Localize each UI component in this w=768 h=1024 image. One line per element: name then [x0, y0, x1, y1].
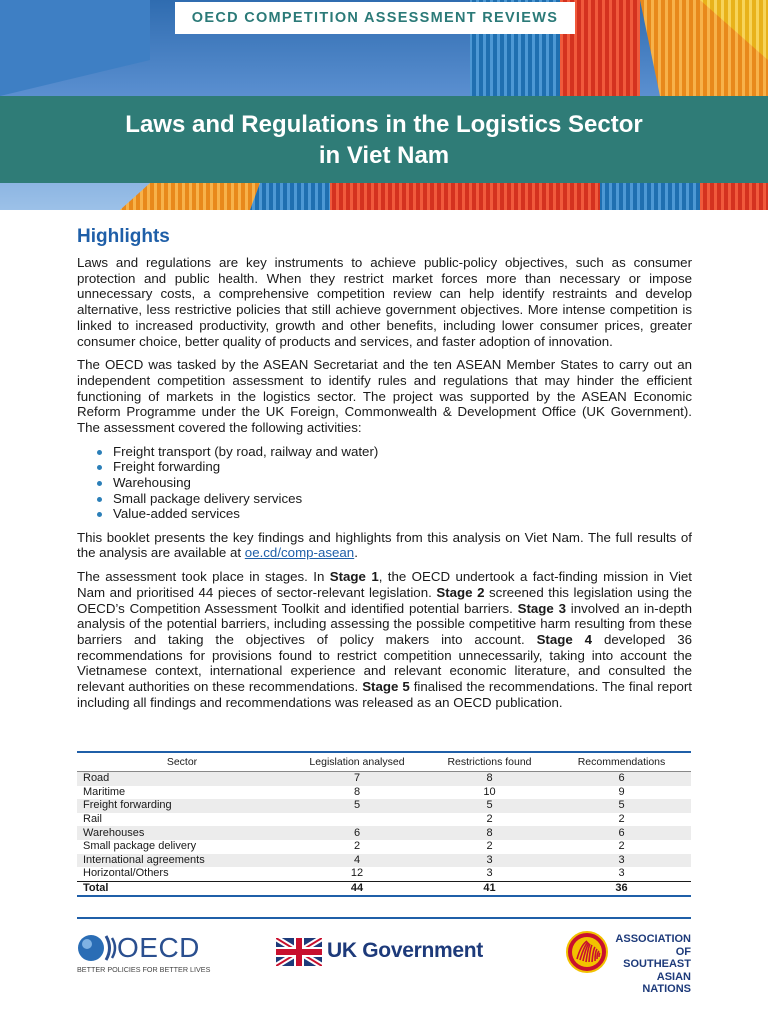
union-jack-icon — [276, 938, 322, 966]
table-row: Small package delivery 2 2 2 — [83, 840, 625, 853]
intro-paragraph: Laws and regulations are key instruments to achieve public-policy objectives, such as consumer protection and public health. When they restrict market forces more than necessary or impose unnecessary costs, a comprehensive competition review can help identify restraints and develop alternative, less restrictive policies that still achieve government objectives. More intense competition is linked to increased productivity, growth and other benefits, including lower consumer prices, greater consumer choice, better quality of products and services, and faster adoption of innovation. — [77, 255, 692, 349]
table-header-row — [77, 752, 691, 772]
highlights-heading: Highlights — [77, 226, 170, 247]
comp-asean-link[interactable]: oe.cd/comp-asean — [244, 545, 355, 561]
table-row: Freight forwarding 5 5 5 — [77, 799, 691, 813]
document-title-line1: Laws and Regulations in the Logistics Sector — [125, 110, 643, 138]
booklet-paragraph: This booklet presents the key findings and highlights from this analysis on Viet Nam. The full results of the analysis are available at oe.cd/comp-asean. — [77, 529, 692, 561]
col-header-sector: Sector — [77, 752, 287, 772]
list-item: Freight forwarding — [97, 459, 692, 475]
bullet-icon — [97, 481, 102, 486]
oecd-logo — [77, 932, 217, 977]
list-item: Small package delivery services — [97, 491, 692, 507]
oecd-tagline: BETTER POLICIES FOR BETTER LIVES — [77, 965, 211, 974]
table-row: Horizontal/Others 12 3 3 — [83, 867, 625, 880]
asean-logo — [566, 931, 696, 995]
activities-list — [77, 444, 692, 522]
bullet-icon — [97, 497, 102, 502]
footer-divider — [77, 917, 691, 919]
oecd-wordmark: OECD — [117, 932, 200, 963]
col-header-legislation: Legislation analysed — [287, 752, 427, 772]
uk-government-logo — [276, 938, 506, 970]
col-header-recommendations: Recommendations — [552, 752, 691, 772]
col-header-restrictions: Restrictions found — [427, 752, 552, 772]
table-row: Rail 2 2 — [83, 813, 625, 826]
list-item: Warehousing — [97, 475, 692, 491]
asean-emblem-icon — [566, 931, 608, 973]
asean-label: ASSOCIATION OF SOUTHEAST ASIAN NATIONS — [615, 933, 691, 995]
bullet-icon — [97, 512, 102, 517]
table-row: International agreements 4 3 3 — [77, 854, 691, 868]
series-label: OECD COMPETITION ASSESSMENT REVIEWS — [175, 2, 575, 34]
stages-paragraph: The assessment took place in stages. In Stage 1, the OECD undertook a fact-finding mission in Viet Nam and prioritised 44 pieces of sector-relevant legislation. Stage 2 screened this legislation using the OECD’s Competition Assessment Toolkit and identified potential barriers. Stage 3 involved an in-depth analysis of the potential barriers, including assessing the possible competitive harm resulting from these barriers and taking the objectives of policy makers into account. Stage 4 developed 36 recommendations for provisions found to restrict competition unnecessarily, taking into account the Vietnamese context, international experience and relevant economic literature, and consulted the relevant authorities on these recommendations. Stage 5 finalised the recommendations. The final report including all findings and recommendations was released as an OECD publication. — [77, 569, 693, 710]
results-table — [77, 751, 691, 897]
uk-government-label: UK Government — [327, 939, 483, 962]
cover-banner — [0, 0, 768, 210]
list-item: Value-added services — [97, 506, 692, 522]
list-item: Freight transport (by road, railway and water) — [97, 444, 692, 460]
table-row: Road 7 8 6 — [77, 772, 691, 786]
main-content — [77, 226, 692, 718]
bullet-icon — [97, 465, 102, 470]
table-row: Maritime 8 10 9 — [83, 785, 625, 798]
mandate-paragraph: The OECD was tasked by the ASEAN Secretariat and the ten ASEAN Member States to carry out an independent competition assessment to identify rules and regulations that may hinder the efficient functioning of markets in the logistics sector. The project was supported by the ASEAN Economic Reform Programme under the UK Foreign, Commonwealth & Development Office (UK Government). The assessment covered the following activities: — [77, 357, 692, 436]
document-title-line2: in Viet Nam — [318, 141, 450, 169]
bullet-icon — [97, 450, 102, 455]
title-band — [0, 96, 768, 183]
oecd-globe-icon — [77, 932, 117, 964]
table-total-row: Total 44 41 36 — [77, 881, 691, 896]
table-row: Warehouses 6 8 6 — [77, 826, 691, 840]
